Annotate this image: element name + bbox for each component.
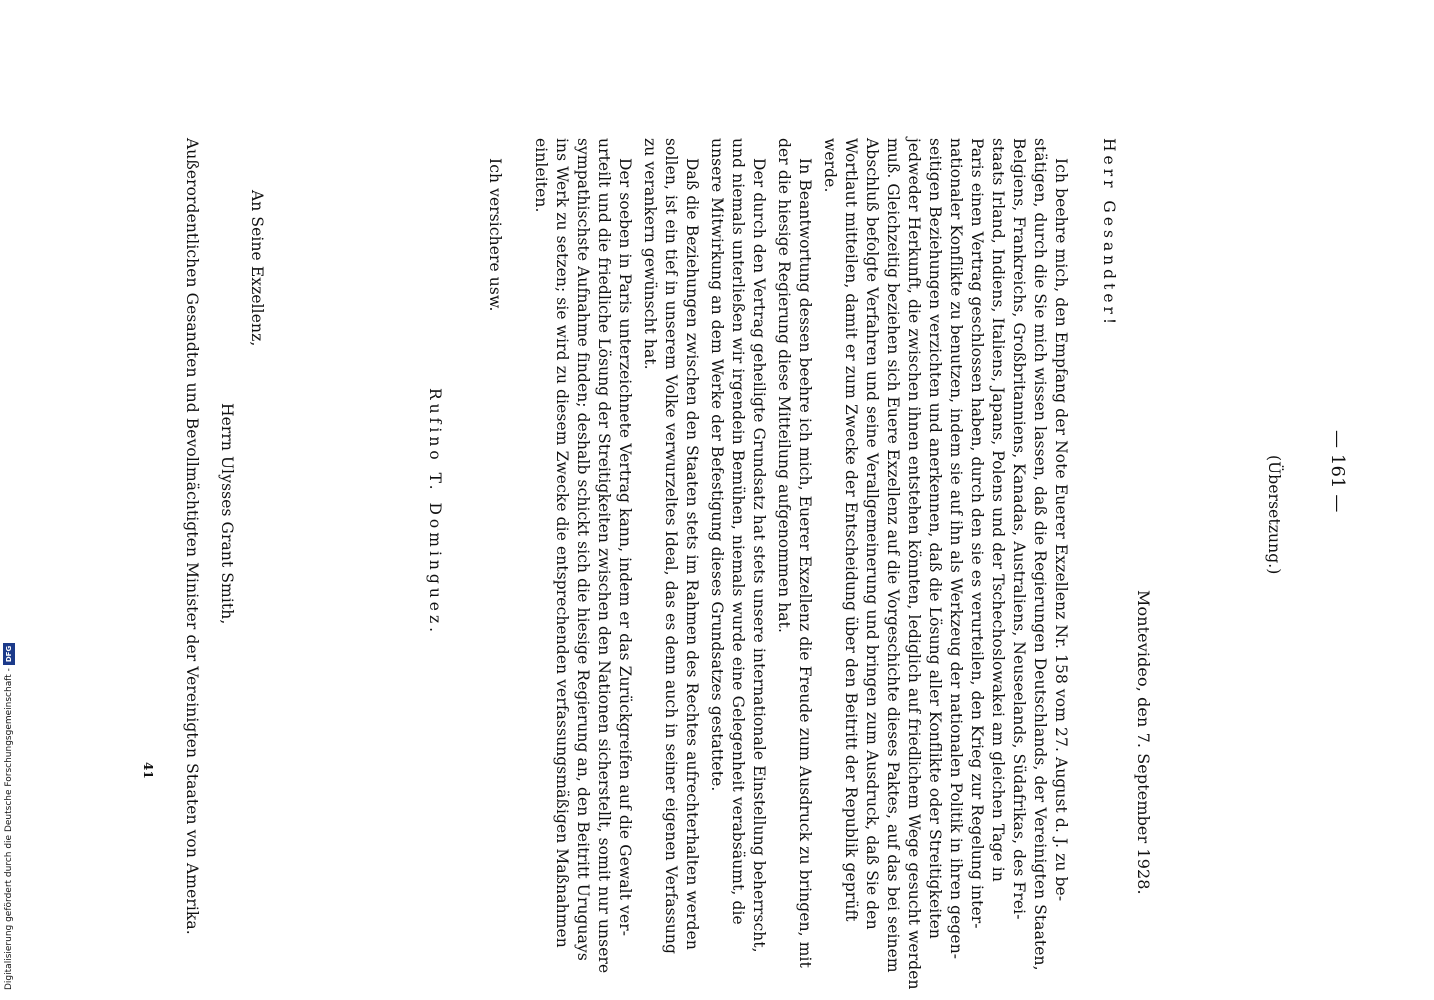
- paragraph-4-line: Daß die Beziehungen zwischen den Staaten stets im Rahmen des Rechtes aufrechterhalten werden: [683, 158, 701, 950]
- page-number: — 161 —: [1327, 430, 1348, 513]
- address-name: Herrn Ulysses Grant Smith,: [218, 403, 236, 625]
- paragraph-1-line: Ich beehre mich, den Empfang der Note Euerer Exzellenz Nr. 158 vom 27. August d. J. zu be-: [1052, 158, 1070, 902]
- paragraph-1-line: Paris einen Vertrag geschlossen haben, durch den sie es verurteilen, den Krieg zur Regelung inter-: [968, 138, 986, 929]
- translation-heading: (Übersetzung.): [1265, 455, 1283, 575]
- paragraph-3-line: unsere Mitwirkung an dem Werke der Befestigung dieses Grundsatzes gestattete.: [708, 138, 726, 792]
- paragraph-1-line: stätigen, durch die Sie mich wissen lassen, daß die Regierungen Deutschlands, der Vereinigten Staaten,: [1031, 138, 1049, 971]
- salutation: Herr Gesandter!: [1100, 138, 1118, 329]
- paragraph-3-line: Der durch den Vertrag geheiligte Grundsatz hat stets unsere internationale Einstellung beherrscht,: [750, 158, 768, 953]
- paragraph-3-line: und niemals unterließen wir irgendein Bemühen, niemals wurde eine Gelegenheit verabsäumt, die: [729, 138, 747, 925]
- paragraph-4-line: sollen, ist ein tief in unserem Volke verwurzeltes Ideal, das es denn auch in seiner eigenen Verfassung: [662, 138, 680, 954]
- paragraph-1-line: staats Irland, Indiens, Italiens, Japans, Polens und der Tschechoslowakei am gleichen Tage in: [989, 138, 1007, 882]
- dfg-logo-icon: DFG: [3, 643, 15, 665]
- place-date: Montevideo, den 7. September 1928.: [1134, 590, 1153, 895]
- closing-formula: Ich versichere usw.: [486, 158, 504, 312]
- paragraph-5-line: einleiten.: [532, 138, 550, 213]
- paragraph-5-line: urteilt und die friedliche Lösung der Streitigkeiten zwischen den Nationen sicherstellt, somit nur unsere: [595, 138, 613, 974]
- address-recipient: An Seine Exzellenz,: [248, 190, 266, 347]
- paragraph-1-line: Belgiens, Frankreichs, Großbritanniens, Kanadas, Australiens, Neuseelands, Südafrikas, des Frei-: [1010, 138, 1028, 920]
- paragraph-2-line: In Beantwortung dessen beehre ich mich, Euerer Exzellenz die Freude zum Ausdruck zu bringen, mit: [796, 158, 814, 968]
- paragraph-1-line: nationaler Konflikte zu benutzen, indem sie auf ihn als Werkzeug der nationalen Politik in ihren gegen-: [947, 138, 965, 960]
- address-title: Außerordentlichen Gesandten und Bevollmächtigten Minister der Vereinigten Staaten von Amerika.: [183, 138, 201, 935]
- digitization-note: [3, 643, 15, 990]
- paragraph-1-line: jedweder Herkunft, die zwischen ihnen entstehen könnten, lediglich auf friedlichem Wege gesucht werden: [905, 138, 923, 990]
- paragraph-4-line: zu verankern gewünscht hat.: [641, 138, 659, 370]
- paragraph-2-line: der die hiesige Regierung diese Mitteilung aufgenommen hat.: [775, 138, 793, 633]
- paragraph-1-line: seitigen Beziehungen verzichten und anerkennen, daß die Lösung aller Konflikte oder Streitigkeiten: [926, 138, 944, 939]
- paragraph-1-line: Abschluß befolgte Verfahren und seine Verallgemeinerung und bringen zum Ausdruck, daß Sie den: [863, 138, 881, 930]
- paragraph-5-line: Der soeben in Paris unterzeichnete Vertrag kann, indem er das Zurückgreifen auf die Gewalt ver-: [616, 158, 634, 937]
- sheet-mark: 41: [141, 762, 155, 779]
- digitization-note-text: Digitalisierung gefördert durch die Deutsche Forschungsgemeinschaft -: [4, 668, 14, 990]
- paragraph-5-line: sympathischste Aufnahme finden; deshalb schickt sich die hiesige Regierung an, den Beitritt Uruguays: [574, 138, 592, 961]
- paragraph-1-line: Wortlaut mitteilen, damit er zum Zwecke der Entscheidung über den Beitritt der Republik geprüft: [842, 138, 860, 922]
- paragraph-5-line: ins Werk zu setzen; sie wird zu diesem Zwecke die entsprechenden verfassungsmäßigen Maßnahmen: [553, 138, 571, 948]
- signature: Rufino T. Dominguez.: [426, 388, 444, 637]
- paragraph-1-line: werde.: [821, 138, 839, 193]
- paragraph-1-line: muß. Gleichzeitig beziehen sich Euere Exzellenz auf die Vorgeschichte dieses Paktes, auf das bei seinem: [884, 138, 902, 973]
